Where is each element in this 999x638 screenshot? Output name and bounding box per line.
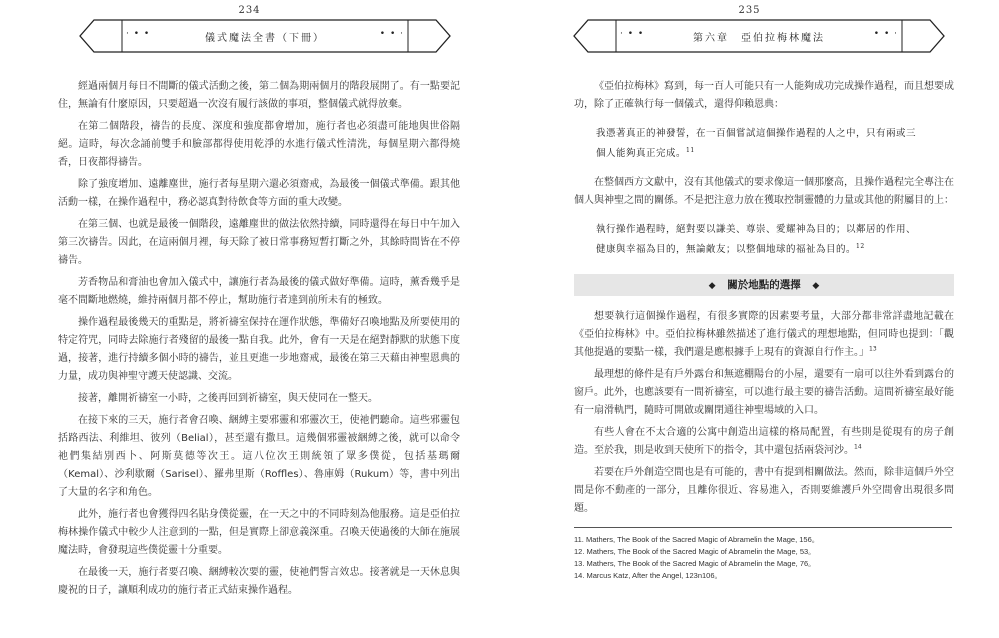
paragraph: 最理想的條件是有戶外露台和無遮棚陽台的小屋，還要有一扇可以往外看到露台的窗戶。此外，也應該要有一間祈禱室，可以進行最主要的禱告活動。這間祈禱室最好能有一扇滑軌門，隨時可開啟或關閉通往神聖場域的入口。 [574, 369, 954, 416]
running-header [78, 18, 452, 54]
footnote: 12. Mathers, The Book of the Sacred Magic of Abramelin the Mage, 53。 [574, 547, 816, 556]
footnote-ref: 13 [869, 345, 877, 353]
header-title: 儀式魔法全書（下冊） [205, 33, 325, 44]
footnote-ref: 12 [856, 242, 865, 250]
paragraph: 在整個西方文獻中，沒有其他儀式的要求像這一個那麼高，且操作過程完全專注在個人與神聖之間的關係。不是把注意力放在獲取控制靈體的力量或其他的附屬目的上： [574, 177, 954, 206]
paragraph: 除了強度增加、遠離塵世，施行者每星期六還必須齋戒，為最後一個儀式準備。跟其他活動一樣，在操作過程中，務必認真對待飲食等方面的重大改變。 [58, 179, 460, 208]
block-quote [596, 220, 954, 260]
block-quote [596, 124, 954, 164]
header-dots-left: · • • [126, 29, 151, 39]
footnote: 11. Mathers, The Book of the Sacred Magic of Abramelin the Mage, 156。 [574, 535, 820, 544]
page-number: 235 [738, 5, 761, 16]
left-body-text [58, 78, 460, 604]
diamond-icon: ◆ [812, 281, 820, 291]
paragraph: 經過兩個月每日不間斷的儀式活動之後，第二個為期兩個月的階段展開了。有一點要記住，無論有什麼原因，只要超過一次沒有履行該做的事項，整個儀式就得放棄。 [58, 81, 460, 110]
paragraph: 操作過程最後幾天的重點是，將祈禱室保持在運作狀態，準備好召喚地點及所要使用的特定符咒，同時去除施行者殘留的最後一點自我。此外，會有一天是在絕對靜默的狀態下度過，接著，進行持續多個小時的禱告，並且更進一步地齋戒，最後在第三天藉由神聖恩典的力量，成功與神聖守護天使認識、交流。 [58, 317, 460, 382]
header-dots-left: · • • [620, 29, 645, 39]
footnote-ref: 11 [686, 146, 695, 154]
paragraph: 若要在戶外創造空間也是有可能的，書中有提到相關做法。然而，除非這個戶外空間是你不動產的一部分，且離你很近、容易進入，否則要維護戶外空間會出現很多問題。 [574, 467, 954, 514]
paragraph: 想要執行這個操作過程，有很多實際的因素要考量，大部分都非常詳盡地記載在《亞伯拉梅林》中。亞伯拉梅林雖然描述了進行儀式的理想地點，但同時也提到：「觀其他提過的要點一樣，我們還是應根據手上現有的資源自行作主。」 [574, 311, 954, 358]
paragraph: 《亞伯拉梅林》寫到，每一百人可能只有一人能夠成功完成操作過程，而且想要成功，除了正確執行每一個儀式，還得仰賴恩典： [574, 81, 954, 110]
running-header [572, 18, 946, 54]
header-title: 第六章 亞伯拉梅林魔法 [693, 33, 825, 44]
paragraph: 接著，離開祈禱室一小時，之後再回到祈禱室，與天使同在一整天。 [78, 393, 378, 404]
paragraph: 此外，施行者也會獲得四名貼身僕從靈，在一天之中的不同時刻為他服務。這是亞伯拉梅林操作儀式中較少人注意到的一點，但是實際上卻意義深重。召喚天使過後的大師在施展魔法時，會發現這些僕從靈十分重要。 [58, 509, 460, 556]
section-heading [574, 274, 954, 296]
paragraph: 有些人會在不太合適的公寓中創造出這樣的格局配置，有些則是從現有的房子創造。至於我，則是收到天使所下的指令，其中還包括兩袋河沙。 [574, 427, 954, 456]
paragraph: 芳香物品和膏油也會加入儀式中，讓施行者為最後的儀式做好準備。這時，薰香幾乎是毫不間斷地燃燒，維持兩個月都不停止，幫助施行者達到前所未有的極致。 [58, 277, 460, 306]
quote-line: 執行操作過程時，絕對要以謙美、尊崇、愛耀神為目的；以鄰居的作用、 [596, 224, 917, 235]
paragraph: 在第三個、也就是最後一個階段，遠離塵世的做法依然持續，同時還得在每日中午加入第三次禱告。因此，在這兩個月裡，每天除了被日常事務短暫打斷之外，其餘時間皆在不停禱告。 [58, 219, 460, 266]
header-dots-right: • • · [379, 29, 404, 39]
footnote: 14. Marcus Katz, After the Angel, 123n106。 [574, 571, 723, 580]
right-body-text [574, 78, 954, 522]
footnotes [574, 534, 954, 582]
paragraph: 在接下來的三天，施行者會召喚、綑縛主要邪靈和邪靈次王，使祂們聽命。這些邪靈包括路西法、利維坦、彼列（Belial），甚至還有撒旦。這幾個邪靈被綑縛之後，就可以命令祂們集結別西卜、阿斯莫德等次王。這八位次王則統領了眾多僕從，包括基瑪爾（Kemal）、沙利歇爾（Sarisel）、羅弗里斯（Roffles）、魯庫姆（Rukum）等，書中列出了大量的名字和角色。 [58, 415, 460, 498]
header-dots-right: • • · [873, 29, 898, 39]
paragraph: 在最後一天，施行者要召喚、綑縛較次要的靈，使祂們誓言效忠。接著就是一天休息與慶祝的日子，讓順利成功的施行者正式結束操作過程。 [58, 567, 460, 596]
left-page [0, 0, 499, 638]
diamond-icon: ◆ [708, 281, 716, 291]
footnote: 13. Mathers, The Book of the Sacred Magic of Abramelin the Mage, 76。 [574, 559, 816, 568]
paragraph: 在第二個階段，禱告的長度、深度和強度都會增加，施行者也必須盡可能地與世俗隔絕。這時，每次念誦前雙手和臉部都得使用乾淨的水進行儀式性清洗，每個星期六都得燒香，日夜都得禱告。 [58, 121, 460, 168]
page-number: 234 [238, 5, 261, 16]
quote-line: 個人能夠真正完成。 [596, 148, 687, 159]
footnote-ref: 14 [854, 443, 862, 451]
quote-line: 我憑著真正的神發誓，在一百個嘗試這個操作過程的人之中，只有兩或三 [596, 128, 917, 139]
section-title: 關於地點的選擇 [727, 279, 801, 291]
footnote-divider [574, 527, 952, 528]
quote-line: 健康與幸福為目的，無論敵友；以整個地球的福祉為目的。 [596, 244, 857, 255]
